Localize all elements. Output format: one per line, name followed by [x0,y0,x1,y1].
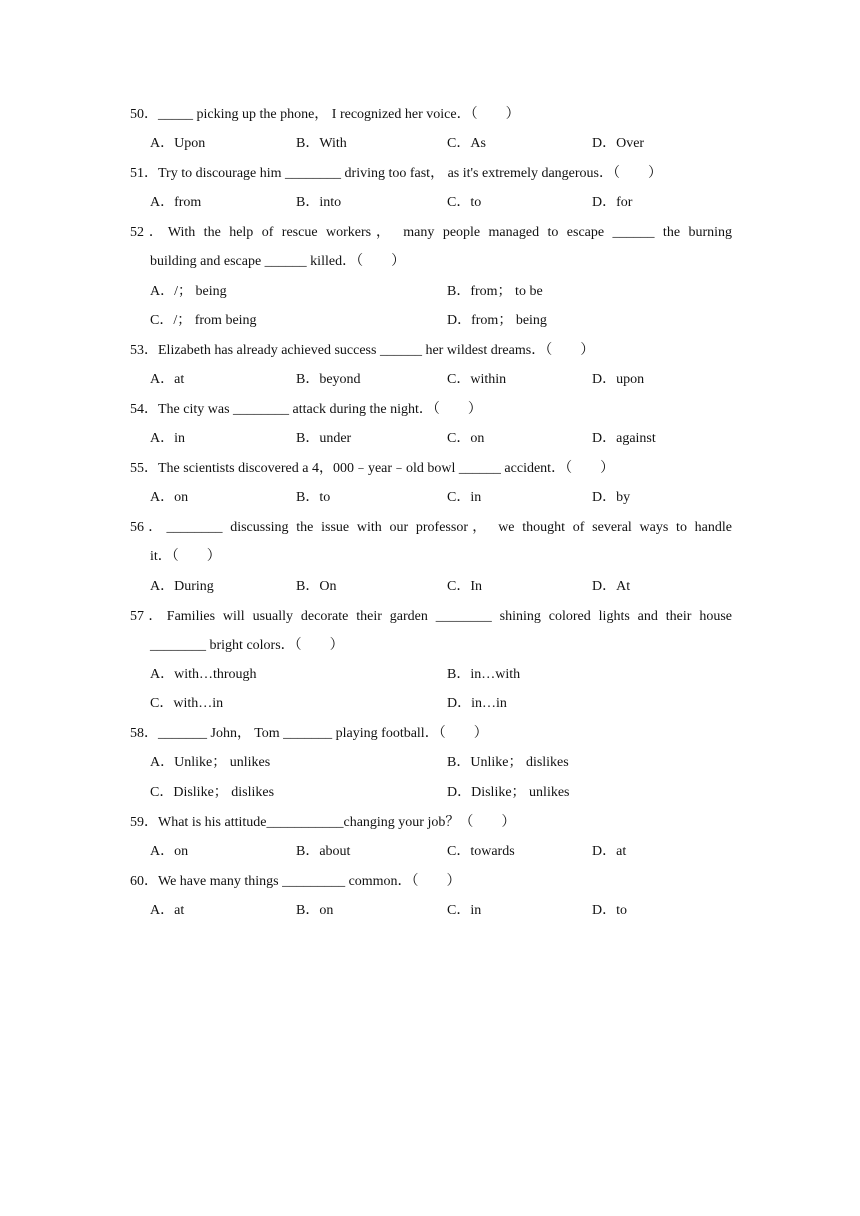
option-d: D．At [592,579,631,594]
option-b: B．beyond [296,372,361,387]
option-c: C．/； from being [150,313,257,328]
question-stem: 60．We have many things _________ common．（ ） [130,874,461,889]
option-c: C．As [447,136,486,151]
option-a: A．Unlike； unlikes [150,755,271,770]
option-d: D．for [592,195,633,210]
question-stem-line-2: ________ bright colors．（ ） [150,638,344,653]
option-d: D．in…in [447,696,507,711]
question-stem: 58．_______ John， Tom _______ playing football．（ ） [130,726,488,741]
option-b: B．Unlike； dislikes [447,755,569,770]
question-stem-line-1: 57．Families will usually decorate their garden ________ shining colored lights and their house [130,609,732,624]
option-a: A．Upon [150,136,206,151]
option-b: B．under [296,431,352,446]
option-d: D．by [592,490,631,505]
option-b: B．on [296,903,334,918]
option-c: C．on [447,431,485,446]
option-d: D．Over [592,136,645,151]
question-stem: 50．_____ picking up the phone， I recognized her voice．（ ） [130,107,520,122]
option-d: D．to [592,903,627,918]
option-a: A．During [150,579,214,594]
option-b: B．in…with [447,667,521,682]
option-a: A．/； being [150,284,227,299]
question-stem: 54．The city was ________ attack during the night．（ ） [130,402,482,417]
option-c: C．In [447,579,482,594]
option-d: D．against [592,431,656,446]
option-a: A．with…through [150,667,257,682]
option-b: B．to [296,490,331,505]
question-stem-line-2: it．（ ） [150,549,221,564]
option-a: A．in [150,431,185,446]
option-a: A．at [150,372,185,387]
option-b: B．into [296,195,342,210]
option-b: B．from； to be [447,284,543,299]
question-stem-line-1: 56．________ discussing the issue with our professor， we thought of several ways to handle [130,520,732,535]
option-c: C．in [447,903,482,918]
question-stem: 53．Elizabeth has already achieved success ______ her wildest dreams．（ ） [130,343,595,358]
option-a: A．on [150,490,189,505]
question-stem: 59．What is his attitude___________changing your job？（ ） [130,815,516,830]
option-a: A．at [150,903,185,918]
option-d: D．Dislike； unlikes [447,785,570,800]
question-stem: 55．The scientists discovered a 4，000﹣year﹣old bowl ______ accident．（ ） [130,461,615,476]
option-c: C．to [447,195,482,210]
option-d: D．at [592,844,627,859]
option-c: C．towards [447,844,515,859]
option-d: D．upon [592,372,645,387]
question-stem: 51．Try to discourage him ________ driving too fast， as it's extremely dangerous．（ ） [130,166,662,181]
option-a: A．from [150,195,202,210]
question-stem-line-2: building and escape ______ killed．（ ） [150,254,406,269]
option-b: B．With [296,136,347,151]
option-c: C．in [447,490,482,505]
option-c: C．with…in [150,696,224,711]
option-c: C．within [447,372,507,387]
option-c: C．Dislike； dislikes [150,785,275,800]
question-stem-line-1: 52．With the help of rescue workers， many people managed to escape ______ the burning [130,225,732,240]
option-b: B．about [296,844,351,859]
option-b: B．On [296,579,337,594]
option-a: A．on [150,844,189,859]
option-d: D．from； being [447,313,547,328]
